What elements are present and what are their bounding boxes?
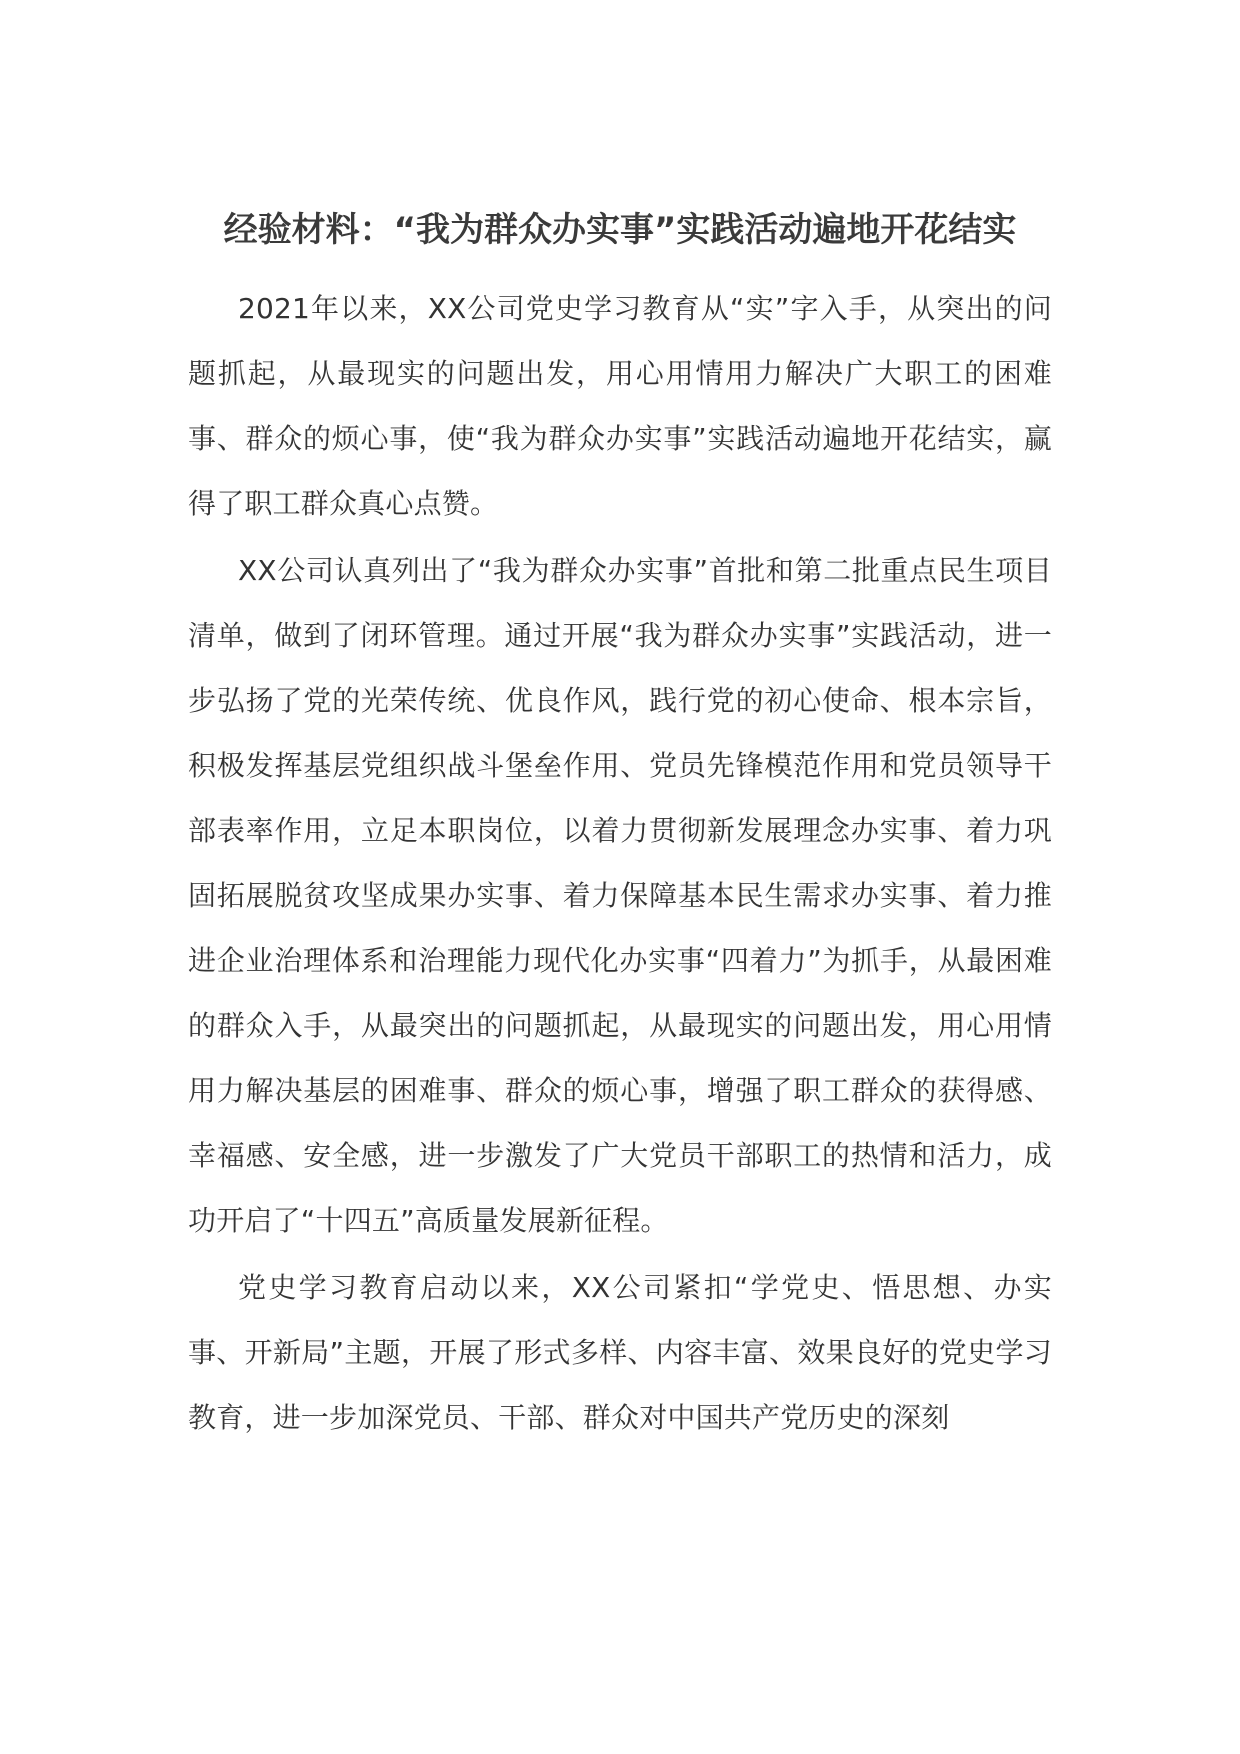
paragraph-2: XX公司认真列出了“我为群众办实事”首批和第二批重点民生项目清单，做到了闭环管理。通过开展“我为群众办实事”实践活动，进一步弘扬了党的光荣传统、优良作风，践行党的初心使命、根本宗旨，积极发挥基层党组织战斗堡垒作用、党员先锋模范作用和党员领导干部表率作用，立足本职岗位，以着力贯彻新发展理念办实事、着力巩固拓展脱贫攻坚成果办实事、着力保障基本民生需求办实事、着力推进企业治理体系和治理能力现代化办实事“四着力”为抓手，从最困难的群众入手，从最突出的问题抓起，从最现实的问题出发，用心用情用力解决基层的困难事、群众的烦心事，增强了职工群众的获得感、幸福感、安全感，进一步激发了广大党员干部职工的热情和活力，成功开启了“十四五”高质量发展新征程。 [188,554,1052,1237]
document-title: 经验材料：“我为群众办实事”实践活动遍地开花结实 [223,210,1017,250]
paragraph-3: 党史学习教育启动以来，XX公司紧扣“学党史、悟思想、办实事、开新局”主题，开展了形式多样、内容丰富、效果良好的党史学习教育，进一步加深党员、干部、群众对中国共产党历史的深刻 [188,1271,1052,1434]
document-body [188,276,1052,1450]
paragraph-1: 2021年以来，XX公司党史学习教育从“实”字入手，从突出的问题抓起，从最现实的问题出发，用心用情用力解决广大职工的困难事、群众的烦心事，使“我为群众办实事”实践活动遍地开花结实，赢得了职工群众真心点赞。 [188,292,1052,520]
